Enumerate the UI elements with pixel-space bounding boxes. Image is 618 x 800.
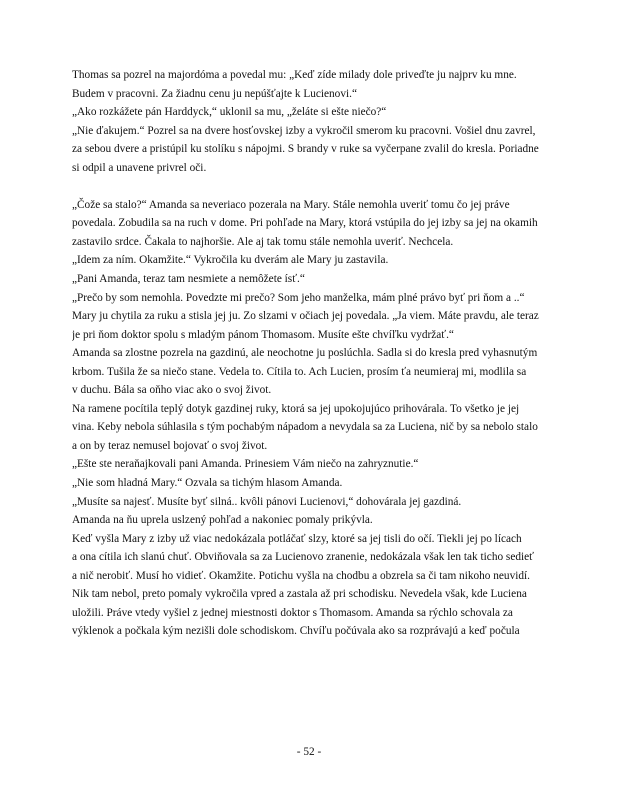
paragraph-2 [72,196,564,641]
text-line: krbom. Tušila že sa niečo stane. Vedela to. Cítila to. Ach Lucien, prosím ťa neumieraj mi, modlila sa [72,365,527,378]
text-line: a on by teraz nemusel bojovať o svoj život. [72,439,268,452]
text-line: za sebou dvere a pristúpil ku stolíku s nápojmi. S brandy v ruke sa vyčerpane zvalil do kresla. Poriadne [72,143,539,156]
text-line: povedala. Zobudila sa na ruch v dome. Pri pohľade na Mary, ktorá vstúpila do jej izby sa jej na okamih [72,217,538,230]
text-line: zastavilo srdce. Čakala to najhoršie. Ale aj tak tomu stále nemohla uveriť. Nechcela. [72,235,454,248]
body-text [72,66,564,641]
text-line: výklenok a počkala kým nezišli dole schodiskom. Chvíľu počúvala ako sa rozprávajú a keď počula [72,625,520,638]
text-line: „Musíte sa najesť. Musíte byť silná.. kvôli pánovi Lucienovi,“ dohovárala jej gazdiná. [72,495,462,508]
text-line: „Nie ďakujem.“ Pozrel sa na dvere hosťovskej izby a vykročil smerom ku pracovni. Vošiel dnu zavrel, [72,124,536,137]
paragraph-1 [72,66,564,177]
text-line: je pri ňom doktor spolu s mladým pánom Thomasom. Musíte ešte chvíľku vydržať.“ [72,328,454,341]
text-line: uložili. Práve vtedy vyšiel z jednej miestnosti doktor s Thomasom. Amanda sa rýchlo schovala za [72,606,513,619]
text-line: Budem v pracovni. Za žiadnu cenu ju nepúšťajte k Lucienovi.“ [72,87,357,100]
text-line: Amanda na ňu uprela uslzený pohľad a nakoniec pomaly prikývla. [72,514,373,527]
text-line: Mary ju chytila za ruku a stisla jej ju. Zo slzami v očiach jej povedala. „Ja viem. Máte pravdu, ale teraz [72,310,539,323]
text-line: „Idem za ním. Okamžite.“ Vykročila ku dverám ale Mary ju zastavila. [72,254,389,267]
text-line: „Čože sa stalo?“ Amanda sa neveriaco pozerala na Mary. Stále nemohla uveriť tomu čo jej práve [72,198,510,211]
text-line: „Ako rozkážete pán Harddyck,“ uklonil sa mu, „želáte si ešte niečo?“ [72,106,387,119]
text-line: si odpil a unavene privrel oči. [72,161,207,174]
text-line: v duchu. Bála sa oňho viac ako o svoj život. [72,384,272,397]
text-line: „Prečo by som nemohla. Povedzte mi prečo? Som jeho manželka, mám plné právo byť pri ňom a ..“ [72,291,525,304]
text-line: Na ramene pocítila teplý dotyk gazdinej ruky, ktorá sa jej upokojujúco prihovárala. To všetko je jej [72,402,520,415]
text-line: a nič nerobiť. Musí ho vidieť. Okamžite. Potichu vyšla na chodbu a obzrela sa či tam nikoho neuvidí. [72,569,530,582]
text-line: „Nie som hladná Mary.“ Ozvala sa tichým hlasom Amanda. [72,477,343,490]
text-line: „Pani Amanda, teraz tam nesmiete a nemôžete ísť.“ [72,273,305,286]
page-number: - 52 - [296,746,322,758]
text-line: „Ešte ste neraňajkovali pani Amanda. Prinesiem Vám niečo na zahryznutie.“ [72,458,419,471]
paragraph-gap [72,177,564,196]
text-line: a ona cítila ich slanú chuť. Obviňovala sa za Lucienovo zranenie, nedokázala však len tak ticho sedieť [72,551,534,564]
text-line: Thomas sa pozrel na majordóma a povedal mu: „Keď zíde milady dole priveďte ju najprv ku mne. [72,69,517,81]
text-line: vina. Keby nebola súhlasila s tým pochabým nápadom a nevydala sa za Luciena, nič by sa nebolo stalo [72,421,538,434]
text-line: Amanda sa zlostne pozrela na gazdinú, ale neochotne ju poslúchla. Sadla si do kresla pred vyhasnutým [72,347,538,360]
text-line: Keď vyšla Mary z izby už viac nedokázala potláčať slzy, ktoré sa jej tisli do očí. Tiekli jej po lícach [72,532,522,545]
text-line: Nik tam nebol, preto pomaly vykročila vpred a zastala až pri schodisku. Nevedela však, kde Luciena [72,588,527,601]
